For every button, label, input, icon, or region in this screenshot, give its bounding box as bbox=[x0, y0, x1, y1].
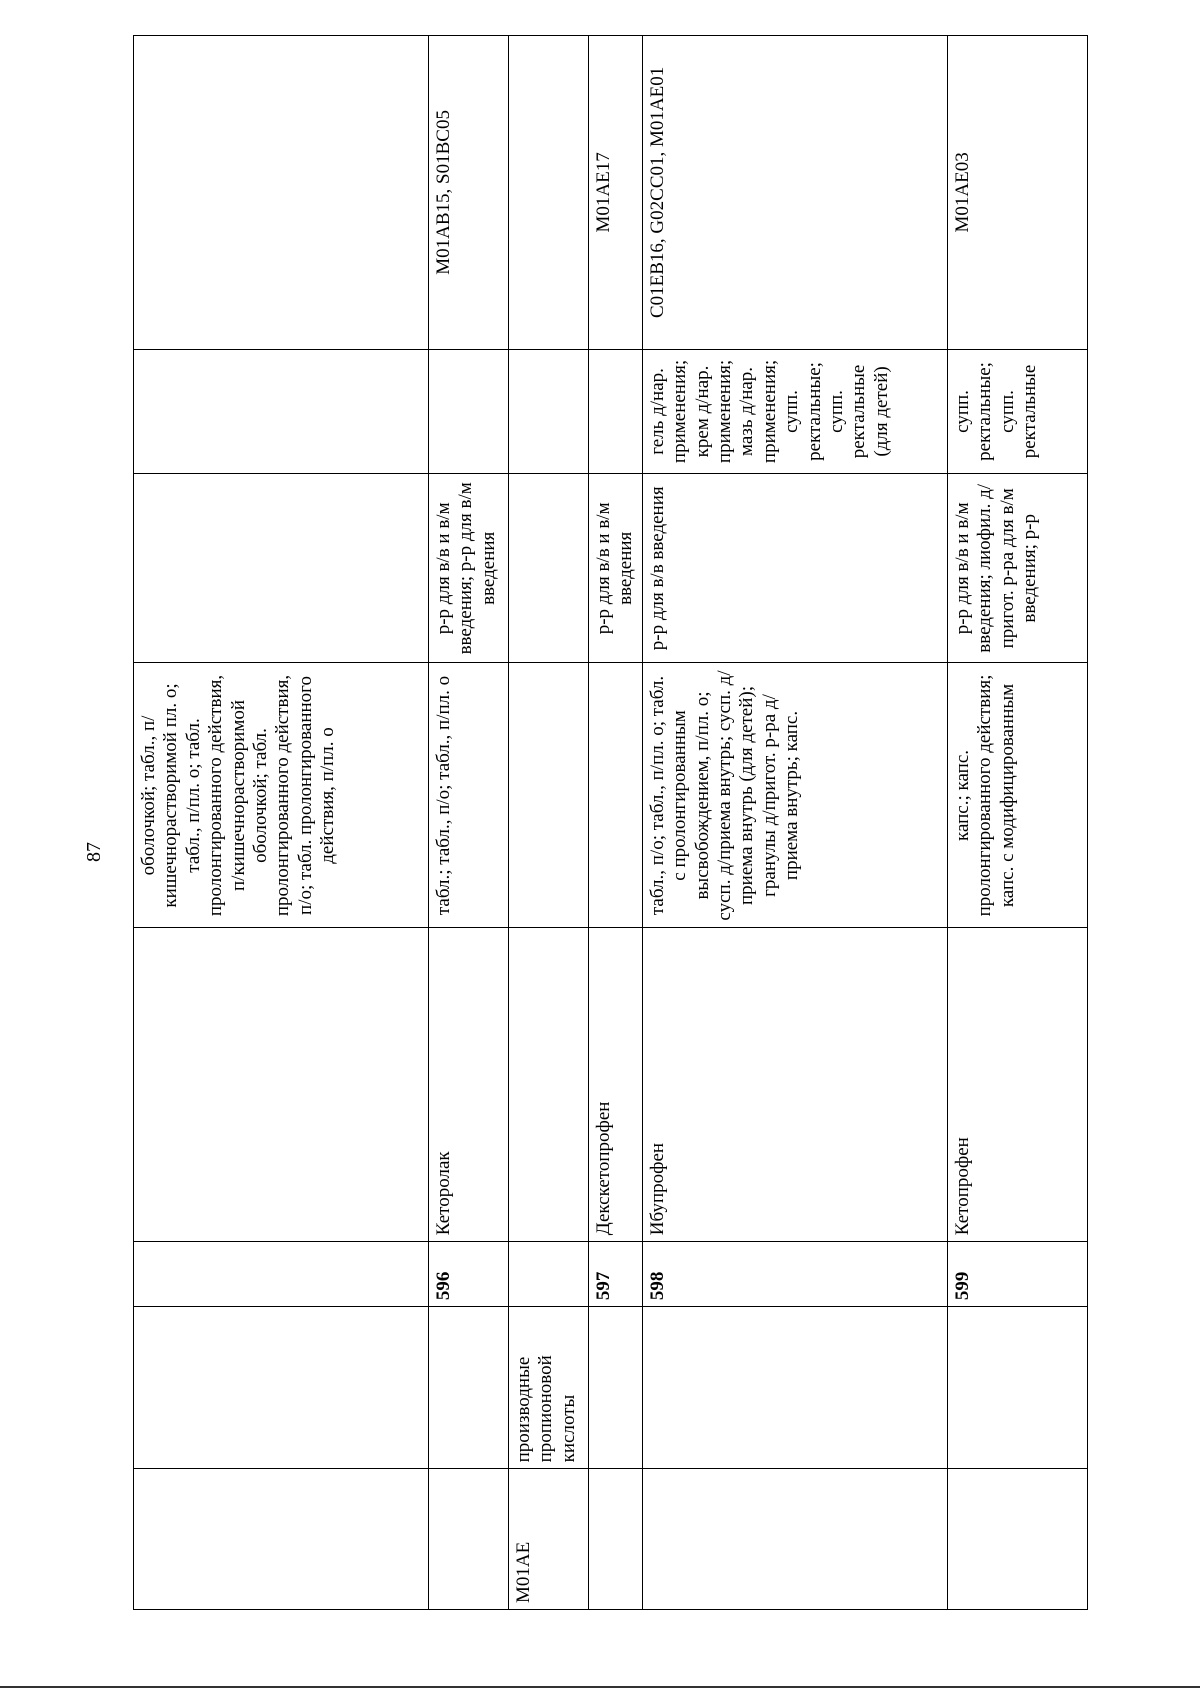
atc-group-name bbox=[429, 1307, 509, 1469]
atc-group-name bbox=[947, 1307, 1087, 1469]
table-row bbox=[642, 36, 947, 1610]
other-forms: супп. ректальные; супп. ректальные bbox=[947, 349, 1087, 473]
other-forms bbox=[134, 349, 429, 473]
atc-group-name bbox=[589, 1307, 643, 1469]
oral-forms bbox=[589, 663, 643, 928]
table-row bbox=[947, 36, 1087, 1610]
row-number: 596 bbox=[429, 1242, 509, 1307]
drug-name bbox=[134, 928, 429, 1242]
atc-group-code bbox=[947, 1469, 1087, 1610]
rotated-table-frame bbox=[133, 35, 1083, 1610]
atc-group-code bbox=[589, 1469, 643, 1610]
scan-edge-line bbox=[0, 1686, 1200, 1688]
atc-group-code: M01AE bbox=[509, 1469, 589, 1610]
atc-codes bbox=[509, 36, 589, 350]
other-forms bbox=[589, 349, 643, 473]
parenteral-forms: р-р для в/в и в/м введения; р-р для в/м введения bbox=[429, 474, 509, 663]
atc-group-name bbox=[642, 1307, 947, 1469]
atc-codes: M01AE17 bbox=[589, 36, 643, 350]
drug-name: Кеторолак bbox=[429, 928, 509, 1242]
oral-forms: капс.; капс. пролонгированного действия; капс. с модифицированным bbox=[947, 663, 1087, 928]
drug-name: Ибупрофен bbox=[642, 928, 947, 1242]
atc-codes bbox=[134, 36, 429, 350]
atc-codes: M01AB15, S01BC05 bbox=[429, 36, 509, 350]
oral-forms: табл., п/о; табл., п/пл. о; табл. с пролонгированным высвобождением, п/пл. о; сусп. д/приема внутрь; сусп. д/приема внутрь (для детей); гранулы д/пригот. р-ра д/приема внутрь; капс. bbox=[642, 663, 947, 928]
atc-group-code bbox=[642, 1469, 947, 1610]
drug-name: Декскетопрофен bbox=[589, 928, 643, 1242]
atc-group-name: производные пропионовой кислоты bbox=[509, 1307, 589, 1469]
table-row bbox=[509, 36, 589, 1610]
row-number bbox=[509, 1242, 589, 1307]
oral-forms bbox=[509, 663, 589, 928]
atc-codes: C01EB16, G02CC01, M01AE01 bbox=[642, 36, 947, 350]
other-forms bbox=[509, 349, 589, 473]
atc-group-code bbox=[429, 1469, 509, 1610]
drug-name bbox=[509, 928, 589, 1242]
table-row bbox=[134, 36, 429, 1610]
page-number: 87 bbox=[83, 842, 105, 862]
other-forms: гель д/нар. применения; крем д/нар. применения; мазь д/нар. применения; супп. ректальные; супп. ректальные (для детей) bbox=[642, 349, 947, 473]
parenteral-forms bbox=[509, 474, 589, 663]
parenteral-forms: р-р для в/в и в/м введения bbox=[589, 474, 643, 663]
table-row bbox=[589, 36, 643, 1610]
row-number bbox=[134, 1242, 429, 1307]
parenteral-forms: р-р для в/в и в/м введения; лиофил. д/пригот. р-ра для в/м введения; р-р bbox=[947, 474, 1087, 663]
other-forms bbox=[429, 349, 509, 473]
row-number: 598 bbox=[642, 1242, 947, 1307]
atc-codes: M01AE03 bbox=[947, 36, 1087, 350]
drug-name: Кетопрофен bbox=[947, 928, 1087, 1242]
drug-table bbox=[133, 35, 1088, 1610]
parenteral-forms bbox=[134, 474, 429, 663]
atc-group-code bbox=[134, 1469, 429, 1610]
row-number: 597 bbox=[589, 1242, 643, 1307]
row-number: 599 bbox=[947, 1242, 1087, 1307]
parenteral-forms: р-р для в/в введения bbox=[642, 474, 947, 663]
oral-forms: табл.; табл., п/о; табл., п/пл. о bbox=[429, 663, 509, 928]
oral-forms: оболочкой; табл., п/кишечнорастворимой пл. о; табл., п/пл. о; табл. пролонгированного действия, п/кишечнорастворимой оболочкой; табл. пролонгированного действия, п/о; табл. пролонгированного действия, п/пл. о bbox=[134, 663, 429, 928]
atc-group-name bbox=[134, 1307, 429, 1469]
table-row bbox=[429, 36, 509, 1610]
document-table-container bbox=[133, 35, 1083, 1610]
